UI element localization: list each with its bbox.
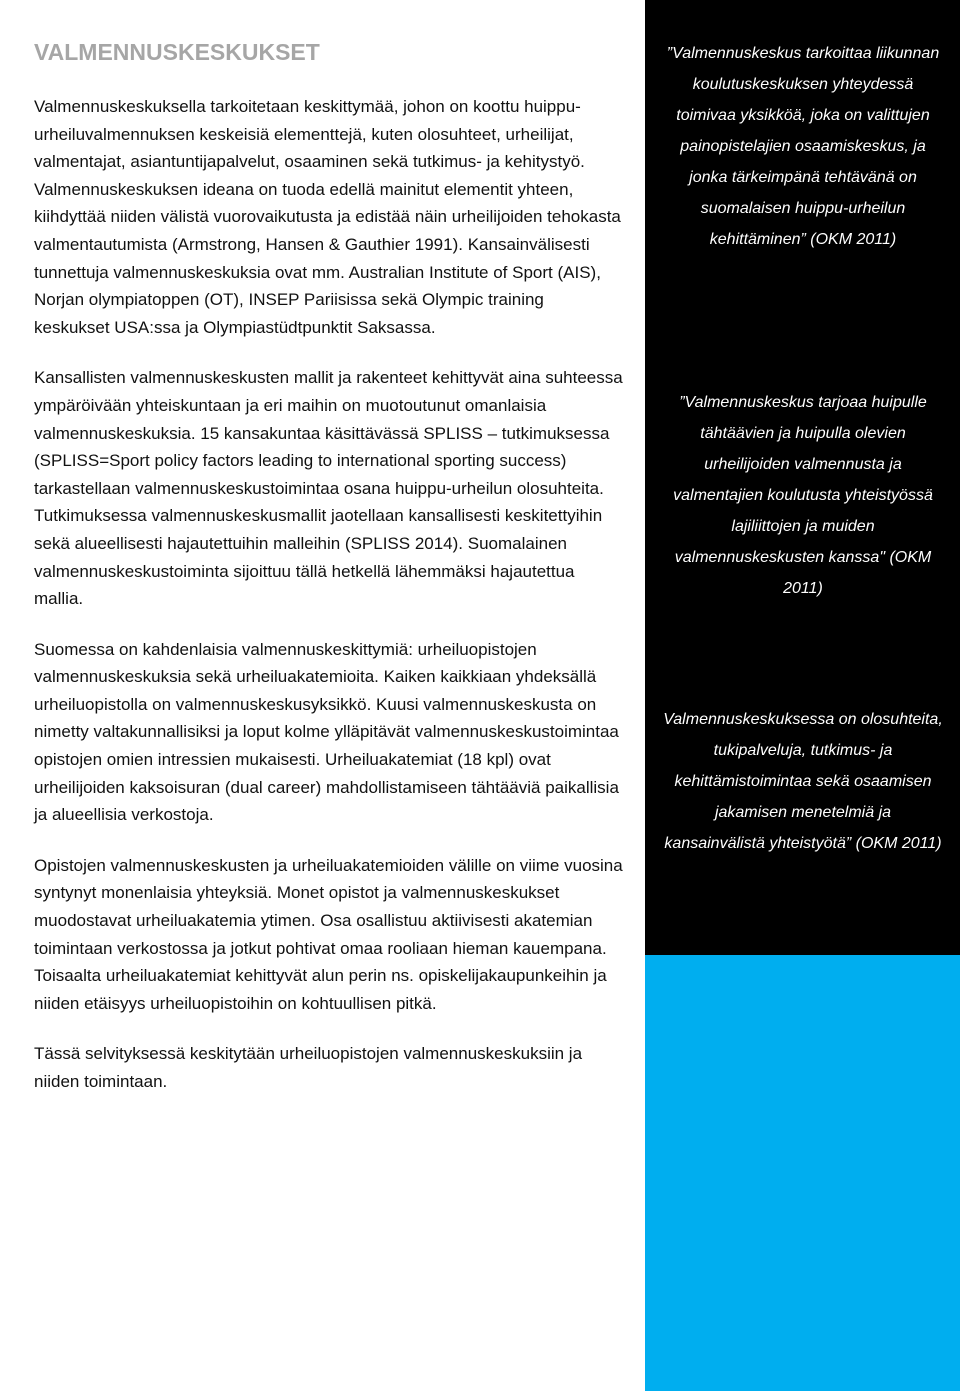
paragraph-finland-centres: Suomessa on kahdenlaisia valmennuskeskittymiä: urheiluopistojen valmennuskeskuksia sekä urheiluakatemioita. Kaiken kaikkiaan yhdeksällä urheiluopistolla on valmennuskeskusyksikkö. Kuusi valmennuskeskusta on nimetty valtakunnallisiksi ja loput kolme ylläpitävät valmennuskeskustoimintaa opistojen omien intressien mukaisesti. Urheiluakatemiat (18 kpl) ovat urheilijoiden kaksoisuran (dual career) mahdollistamiseen tähtääviä paikallisia ja alueellisia verkostoja. <box>34 639 619 825</box>
main-content <box>34 38 624 1119</box>
sidebar-quote-contents: Valmennuskeskuksessa on olosuhteita, tukipalveluja, tutkimus- ja kehittämistoimintaa sekä osaamisen jakamisen menetelmiä ja kansainvälistä yhteistyötä” (OKM 2011) <box>663 711 943 852</box>
sidebar-quote-panel <box>645 0 960 955</box>
sidebar <box>645 0 960 1391</box>
paragraph-connections: Opistojen valmennuskeskusten ja urheiluakatemioiden välille on viime vuosina syntynyt monenlaisia yhteyksiä. Monet opistot ja valmennuskeskukset muodostavat urheiluakatemia ytimen. Osa osallistuu aktiivisesti akatemian toimintaan verkostossa ja jotkut pohtivat omaa rooliaan hieman kauempana. Toisaalta urheiluakatemiat kehittyvät alun perin ns. opiskelijakaupunkeihin ja niiden etäisyys urheiluopistoihin on kohtuullisen pitkä. <box>34 855 623 1013</box>
paragraph-intro: Valmennuskeskuksella tarkoitetaan keskittymää, johon on koottu huippu-urheiluvalmennuksen keskeisiä elementtejä, kuten olosuhteet, urheilijat, valmentajat, asiantuntijapalvelut, osaaminen sekä tutkimus- ja kehitystyö. Valmennuskeskuksen ideana on tuoda edellä mainitut elementit yhteen, kiihdyttää niiden välistä vuorovaikutusta ja edistää näin urheilijoiden tehokasta valmentautumista (Armstrong, Hansen & Gauthier 1991). Kansainvälisesti tunnettuja valmennuskeskuksia ovat mm. Australian Institute of Sport (AIS), Norjan olympiatoppen (OT), INSEP Pariisissa sekä Olympic training keskukset USA:ssa ja Olympiastüdtpunktit Saksassa. <box>34 97 621 337</box>
paragraph-national-models: Kansallisten valmennuskeskusten mallit ja rakenteet kehittyvät aina suhteessa ympäröivään yhteiskuntaan ja eri maihin on muotoutunut omanlaisia valmennuskeskuksia. 15 kansakuntaa käsittävässä SPLISS – tutkimuksessa (SPLISS=Sport policy factors leading to international sporting success) tarkastellaan valmennuskeskustoimintaa osana huippu-urheilun olosuhteita. Tutkimuksessa valmennuskeskusmallit jaotellaan kansallisesti keskitettyihin sekä alueellisesti hajautettuihin malleihin (SPLISS 2014). Suomalainen valmennuskeskustoiminta sijoittuu tällä hetkellä lähemmäksi hajautettua mallia. <box>34 368 623 609</box>
sidebar-quote-offering: ”Valmennuskeskus tarjoaa huipulle tähtäävien ja huipulla olevien urheilijoiden valmennusta ja valmentajien koulutusta yhteistyössä lajiliittojen ja muiden valmennuskeskusten kanssa" (OKM 2011) <box>673 394 933 597</box>
sidebar-quote-definition: ”Valmennuskeskus tarkoittaa liikunnan koulutuskeskuksen yhteydessä toimivaa yksikköä, joka on valittujen painopistelajien osaamiskeskus, ja jonka tärkeimpänä tehtävänä on suomalaisen huippu-urheilun kehittäminen” (OKM 2011) <box>666 45 940 248</box>
paragraph-focus: Tässä selvityksessä keskitytään urheiluopistojen valmennuskeskuksiin ja niiden toimintaan. <box>34 1044 583 1091</box>
page-title: VALMENNUSKESKUKSET <box>34 39 320 65</box>
